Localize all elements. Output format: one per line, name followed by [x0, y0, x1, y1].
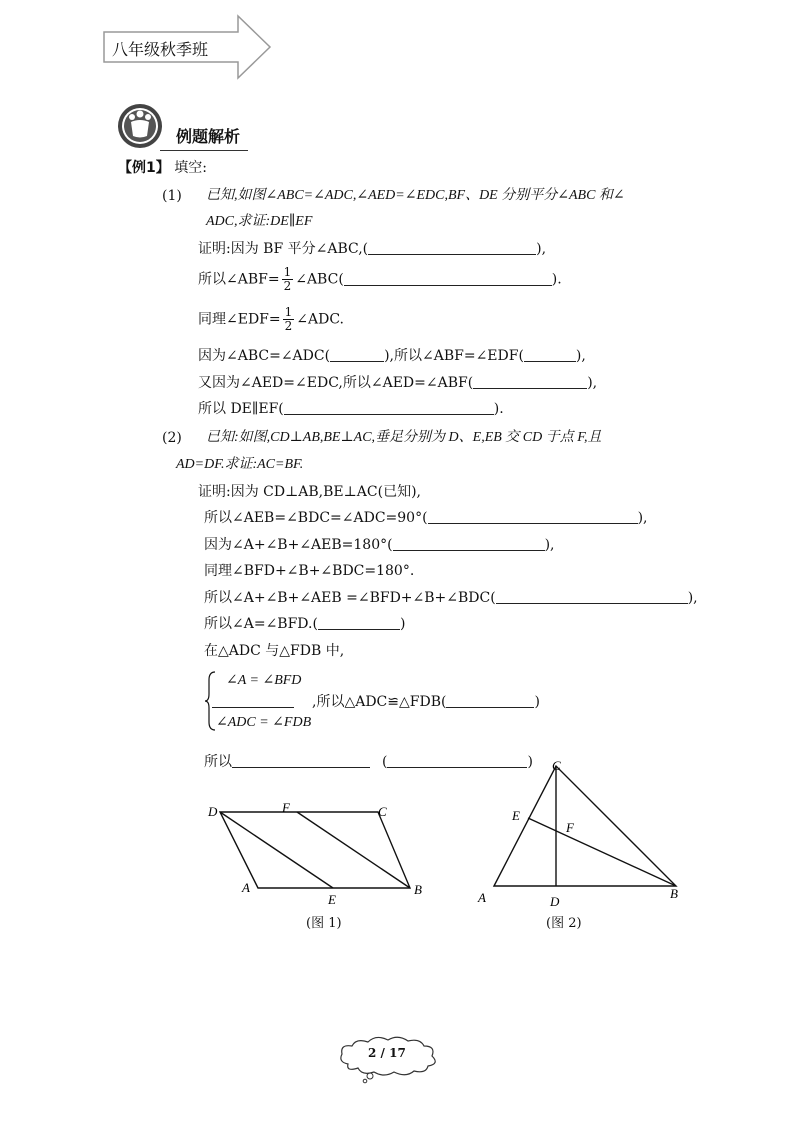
brace-icon: [203, 670, 217, 732]
p1-line-1: [198, 239, 546, 259]
p1-line-2-post: ∠ABC(: [295, 271, 344, 288]
example-line: [118, 158, 207, 178]
blank-4[interactable]: [524, 347, 576, 362]
blank-13[interactable]: [232, 753, 370, 768]
p2-line-8: 所以 ( ): [204, 754, 533, 770]
example-instruction: 填空:: [174, 160, 207, 176]
p1-number: (1): [162, 188, 182, 204]
example-label: 【例1】: [118, 160, 170, 176]
blank-12[interactable]: [446, 693, 534, 708]
system-row-1: ∠A = ∠BFD: [226, 673, 302, 688]
blank-11[interactable]: [212, 707, 294, 708]
label-F: F: [566, 820, 574, 835]
segment-EB: [528, 818, 676, 886]
segment-FB: [297, 812, 410, 888]
label-E: E: [512, 808, 520, 823]
p1-line-3-post: ∠ADC.: [296, 311, 344, 328]
label-A: A: [478, 890, 486, 905]
label-B: B: [670, 886, 678, 901]
blank-9[interactable]: [496, 589, 688, 604]
p1-line-2-pre: 所以∠ABF=: [198, 271, 280, 288]
label-D: D: [208, 804, 218, 819]
p1-line-4: 因为∠ABC=∠ADC( ),所以∠ABF=∠EDF( ),: [198, 348, 586, 364]
chef-hat-icon: [116, 102, 164, 150]
p2-line-5: 所以∠A+∠B+∠AEB =∠BFD+∠B+∠BDC( ),: [204, 590, 698, 606]
p2-statement-b: AD=DF.求证:AC=BF.: [176, 457, 304, 472]
p2-line-3: 因为∠A+∠B+∠AEB=180°( ),: [204, 537, 555, 553]
figure-2-caption: (图 2): [546, 916, 582, 931]
blank-5[interactable]: [473, 374, 587, 389]
system-conclusion: ,所以△ADC≌△FDB( ): [312, 694, 540, 710]
label-A: A: [242, 880, 250, 895]
page-number: 2 / 17: [368, 1046, 406, 1060]
p2-statement-a: 已知:如图,CD⊥AB,BE⊥AC,垂足分别为 D、E,EB 交 CD 于点 F,且: [206, 430, 602, 445]
p1-line-3-pre: 同理∠EDF=: [198, 311, 281, 328]
blank-3[interactable]: [330, 347, 384, 362]
p2-line-2: 所以∠AEB=∠BDC=∠ADC=90°( ),: [204, 510, 648, 526]
label-C: C: [378, 804, 387, 819]
p1-line-3: [198, 306, 344, 333]
p1-line-6: 所以 DE∥EF( ).: [198, 401, 504, 417]
segment-DE: [220, 812, 333, 888]
p2-line-7: 在△ADC 与△FDB 中,: [204, 643, 345, 659]
figure-1-caption: (图 1): [306, 916, 342, 931]
section-title: 例题解析: [176, 127, 241, 146]
system-row-3: ∠ADC = ∠FDB: [216, 715, 312, 730]
label-F: F: [282, 800, 290, 815]
p1-statement-a: 已知,如图∠ABC=∠ADC,∠AED=∠EDC,BF、DE 分别平分∠ABC 和∠: [206, 188, 625, 203]
blank-8[interactable]: [393, 536, 545, 551]
p1-line-1-end: ),: [536, 241, 547, 257]
figure-1: [200, 798, 440, 906]
p2-line-1: 证明:因为 CD⊥AB,BE⊥AC(已知),: [198, 484, 421, 500]
label-B: B: [414, 882, 422, 897]
fraction-half: $\frac{1}{2}$: [283, 265, 292, 293]
triangle-shape: [494, 766, 676, 886]
label-E: E: [328, 892, 336, 906]
p1-line-1-text: 证明:因为 BF 平分∠ABC,(: [198, 241, 369, 257]
label-C: C: [552, 758, 561, 773]
p1-line-2-end: ).: [551, 271, 562, 288]
p1-statement-b: ADC,求证:DE∥EF: [206, 214, 313, 229]
header-title: 八年级秋季班: [112, 40, 209, 59]
blank-1[interactable]: [368, 240, 536, 255]
p2-number: (2): [162, 430, 182, 446]
blank-10[interactable]: [318, 615, 400, 630]
figure-2: [470, 756, 690, 908]
p2-line-4: 同理∠BFD+∠B+∠BDC=180°.: [204, 563, 415, 579]
section-underline: [160, 150, 248, 151]
label-D: D: [550, 894, 560, 908]
fraction-half: $\frac{1}{2}$: [284, 305, 293, 333]
blank-7[interactable]: [428, 509, 638, 524]
p1-line-2: [198, 266, 562, 293]
blank-2[interactable]: [344, 271, 552, 286]
p2-line-6: 所以∠A=∠BFD.( ): [204, 616, 406, 632]
p1-line-5: 又因为∠AED=∠EDC,所以∠AED=∠ABF( ),: [198, 375, 598, 391]
blank-6[interactable]: [284, 400, 494, 415]
